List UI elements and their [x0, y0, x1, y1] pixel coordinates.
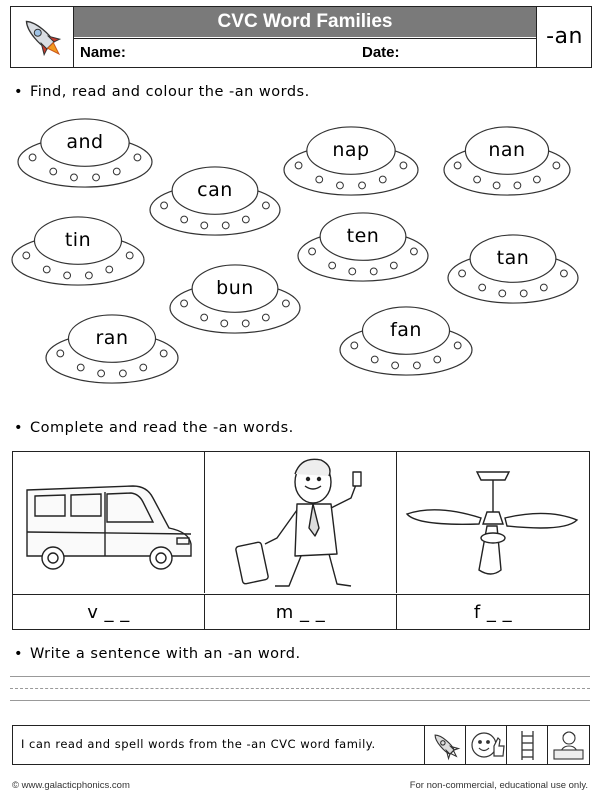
name-date-row — [74, 38, 536, 68]
footer-usage-note: For non-commercial, educational use only. — [409, 780, 588, 791]
ufo-word-nan[interactable] — [442, 124, 572, 198]
ufo-word-bun[interactable] — [168, 262, 302, 336]
writing-line-top[interactable] — [10, 676, 590, 677]
rocket-icon — [11, 7, 73, 67]
ufo-word-text: fan — [390, 319, 422, 341]
ufo-word-text: can — [197, 179, 233, 201]
ufo-word-fan[interactable] — [338, 304, 474, 378]
self-assessment-bar — [12, 725, 590, 765]
ufo-word-nap[interactable] — [282, 124, 420, 198]
bullet: • — [14, 646, 24, 662]
instruction-text: Complete and read the -an words. — [30, 420, 294, 436]
instruction-write-sentence — [14, 646, 301, 662]
instruction-find-read-colour — [14, 84, 310, 100]
ufo-word-text: ran — [95, 327, 129, 349]
name-label: Name: — [80, 44, 126, 61]
instruction-text: Find, read and colour the -an words. — [30, 84, 310, 100]
ufo-word-tan[interactable] — [446, 232, 580, 306]
man-picture — [205, 452, 397, 593]
picture-word-table — [12, 451, 590, 630]
writing-line-base[interactable] — [10, 700, 590, 701]
writing-line-mid[interactable] — [10, 688, 590, 689]
ufo-word-ten[interactable] — [296, 210, 430, 284]
worksheet-title: CVC Word Families — [74, 7, 536, 37]
ufo-word-text: and — [66, 131, 104, 153]
ufo-word-text: nan — [488, 139, 526, 161]
ufo-word-ran[interactable] — [44, 312, 180, 386]
worksheet-header — [10, 6, 592, 68]
blank-word-v[interactable]: v _ _ — [13, 594, 205, 630]
ufo-word-can[interactable] — [148, 164, 282, 238]
teacher-icon[interactable] — [547, 726, 589, 764]
bullet: • — [14, 420, 24, 436]
ladder-icon[interactable] — [506, 726, 548, 764]
ufo-word-text: nap — [332, 139, 370, 161]
bullet: • — [14, 84, 24, 100]
rocket-icon[interactable] — [424, 726, 466, 764]
footer-website: © www.galacticphonics.com — [12, 780, 130, 791]
van-picture — [13, 452, 205, 593]
instruction-text: Write a sentence with an -an word. — [30, 646, 301, 662]
ufo-word-text: tin — [64, 229, 92, 251]
assessment-statement: I can read and spell words from the -an CVC word family. — [21, 737, 376, 751]
instruction-complete-read — [14, 420, 294, 436]
word-family-label: -an — [536, 7, 592, 67]
ceiling-fan-picture — [397, 452, 589, 593]
ufo-word-text: ten — [346, 225, 380, 247]
blank-word-m[interactable]: m _ _ — [205, 594, 397, 630]
blank-word-f[interactable]: f _ _ — [397, 594, 589, 630]
ufo-word-and[interactable] — [16, 116, 154, 190]
ufo-word-text: bun — [216, 277, 254, 299]
thumbs-up-icon[interactable] — [465, 726, 507, 764]
ufo-word-tin[interactable] — [10, 214, 146, 288]
date-label: Date: — [362, 44, 400, 61]
logo-cell — [11, 7, 74, 67]
ufo-word-text: tan — [496, 247, 530, 269]
